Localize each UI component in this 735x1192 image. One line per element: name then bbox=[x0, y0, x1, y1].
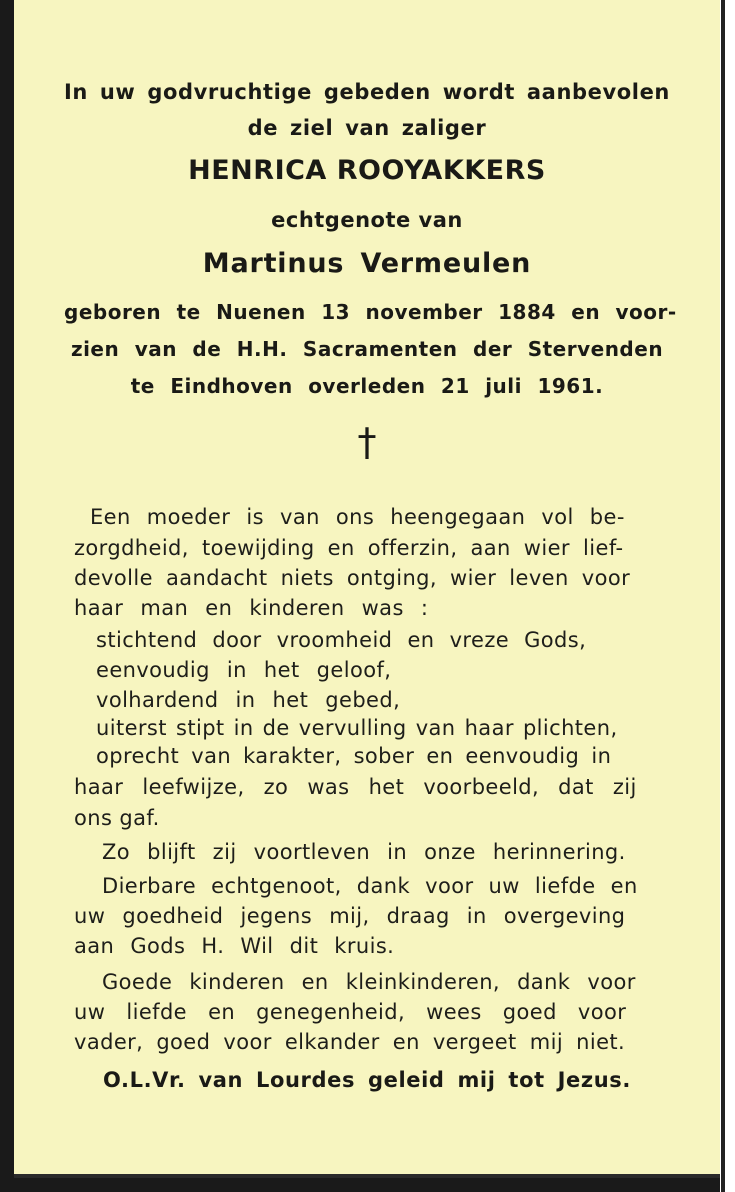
text-line-14: uw goedheid jegens mij, draag in overgeving bbox=[74, 904, 626, 928]
spouse-label: echtgenote van bbox=[271, 208, 463, 232]
spouse-name: Martinus Vermeulen bbox=[202, 248, 532, 279]
text-line-4: haar man en kinderen was : bbox=[74, 596, 429, 620]
bio-line-1: geboren te Nuenen 13 november 1884 en voor- bbox=[64, 300, 677, 324]
bio-line-2: zien van de H.H. Sacramenten der Stervenden bbox=[70, 337, 664, 361]
text-line-7: volhardend in het gebed, bbox=[96, 688, 401, 712]
memorial-card bbox=[14, 0, 720, 1178]
text-line-12: Zo blijft zij voortleven in onze herinnering. bbox=[102, 840, 626, 864]
intro-line-1: In uw godvruchtige gebeden wordt aanbevolen bbox=[64, 80, 670, 104]
text-line-16: Goede kinderen en kleinkinderen, dank voor bbox=[102, 970, 636, 994]
intro-line-2: de ziel van zaliger bbox=[247, 116, 487, 140]
scan-edge-line bbox=[721, 0, 725, 1192]
text-line-9: oprecht van karakter, sober en eenvoudig in bbox=[96, 744, 612, 768]
cross-icon: † bbox=[357, 420, 377, 464]
text-line-5: stichtend door vroomheid en vreze Gods, bbox=[96, 628, 587, 652]
text-line-8: uiterst stipt in de vervulling van haar plichten, bbox=[96, 716, 618, 740]
text-line-6: eenvoudig in het geloof, bbox=[96, 658, 392, 682]
text-line-3: devolle aandacht niets ontging, wier leven voor bbox=[74, 566, 631, 590]
text-line-15: aan Gods H. Wil dit kruis. bbox=[74, 934, 395, 958]
text-line-11: ons gaf. bbox=[74, 806, 160, 830]
bio-line-3: te Eindhoven overleden 21 juli 1961. bbox=[130, 374, 604, 398]
text-line-18: vader, goed voor elkander en vergeet mij niet. bbox=[74, 1030, 626, 1054]
text-line-17: uw liefde en genegenheid, wees goed voor bbox=[74, 1000, 627, 1024]
closing-prayer: O.L.Vr. van Lourdes geleid mij tot Jezus. bbox=[103, 1068, 631, 1092]
text-line-10: haar leefwijze, zo was het voorbeeld, dat zij bbox=[74, 775, 637, 799]
text-line-1: Een moeder is van ons heengegaan vol be- bbox=[90, 505, 625, 529]
text-line-2: zorgdheid, toewijding en offerzin, aan wier lief- bbox=[74, 536, 624, 560]
text-line-13: Dierbare echtgenoot, dank voor uw liefde en bbox=[102, 874, 638, 898]
deceased-name: HENRICA ROOYAKKERS bbox=[188, 155, 546, 186]
